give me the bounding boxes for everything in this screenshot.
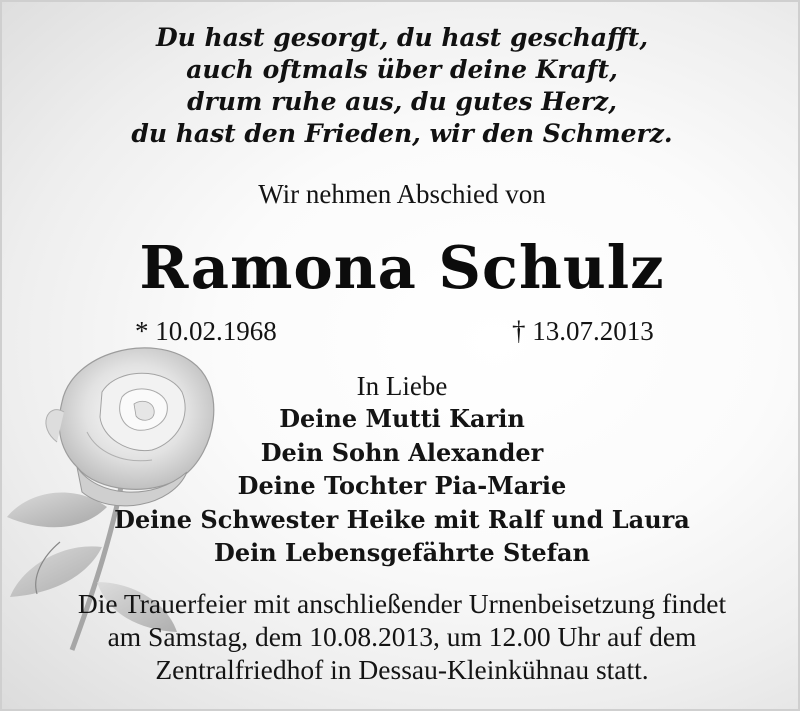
birth-date: * 10.02.1968 — [135, 316, 277, 346]
ceremony-details — [2, 587, 800, 686]
poem-line: Du hast gesorgt, du hast geschafft, — [155, 23, 649, 52]
poem-line: du hast den Frieden, wir den Schmerz. — [131, 119, 673, 148]
family-member: Deine Tochter Pia-Marie — [237, 471, 567, 500]
family-member: Deine Schwester Heike mit Ralf und Laura — [114, 504, 690, 534]
ceremony-line: Zentralfriedhof in Dessau-Kleinkühnau statt. — [155, 654, 649, 685]
poem-line: auch oftmals über deine Kraft, — [186, 55, 618, 84]
death-date: † 13.07.2013 — [512, 316, 654, 346]
poem — [2, 22, 800, 150]
family-member: Dein Sohn Alexander — [260, 437, 544, 467]
farewell-intro: Wir nehmen Abschied von — [258, 179, 546, 209]
family-member: Dein Lebensgefährte Stefan — [214, 538, 590, 567]
poem-line: drum ruhe aus, du gutes Herz, — [187, 87, 617, 116]
deceased-name: Ramona Schulz — [139, 233, 665, 302]
family-member: Deine Mutti Karin — [279, 404, 525, 433]
closing-phrase: In Liebe — [356, 371, 448, 401]
family-list — [2, 402, 800, 570]
ceremony-line: am Samstag, dem 10.08.2013, um 12.00 Uhr auf dem — [107, 621, 697, 652]
ceremony-line: Die Trauerfeier mit anschließender Urnenbeisetzung findet — [77, 588, 727, 619]
